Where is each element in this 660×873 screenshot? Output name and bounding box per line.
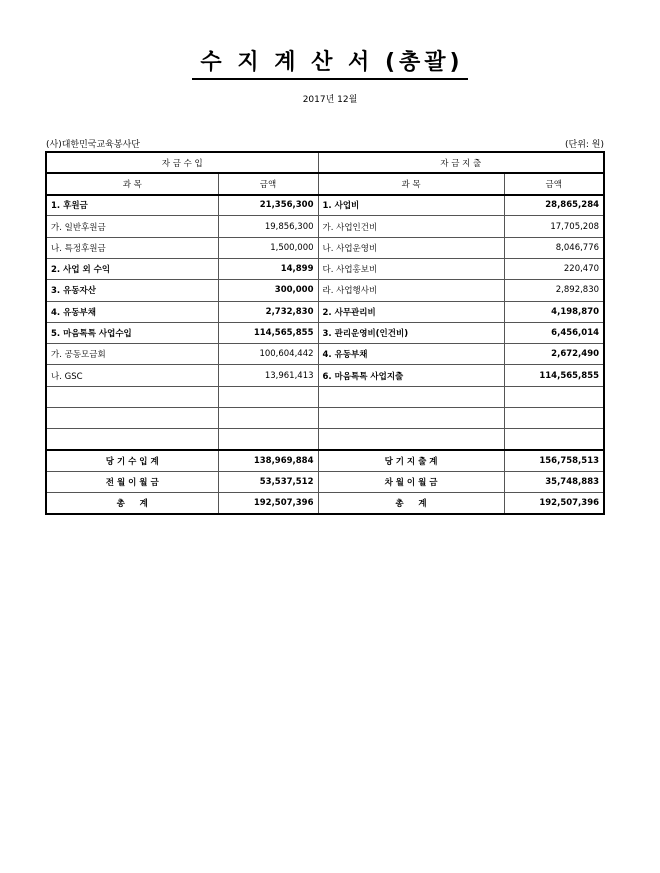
column-header-row [46,173,604,194]
expense-item-cell: 2. 사무관리비 [318,301,504,322]
expense-total-label: 총 계 [318,493,504,514]
expense-amount-cell: 8,046,776 [504,237,604,258]
income-total-label: 전 월 이 월 금 [46,471,218,492]
income-amount-header: 금액 [218,173,318,194]
income-total-amount: 192,507,396 [218,493,318,514]
income-total-label: 당 기 수 입 계 [46,450,218,471]
table-row [46,322,604,343]
income-amount-cell [218,429,318,450]
expense-total-label: 당 기 지 출 계 [318,450,504,471]
income-item-cell: 2. 사업 외 수익 [46,258,218,279]
income-item-cell: 5. 마음톡톡 사업수입 [46,322,218,343]
organization-name: (사)대한민국교육봉사단 [46,140,140,150]
expense-item-cell: 가. 사업인건비 [318,216,504,237]
expense-item-cell: 6. 마음톡톡 사업지출 [318,365,504,386]
expense-header: 자 금 지 출 [318,152,604,173]
income-amount-cell: 114,565,855 [218,322,318,343]
income-total-amount: 138,969,884 [218,450,318,471]
expense-amount-cell: 4,198,870 [504,301,604,322]
income-item-cell: 3. 유동자산 [46,280,218,301]
income-item-cell: 4. 유동부채 [46,301,218,322]
income-item-cell: 나. GSC [46,365,218,386]
income-amount-cell: 300,000 [218,280,318,301]
income-item-cell: 가. 일반후원금 [46,216,218,237]
income-item-cell: 1. 후원금 [46,195,218,216]
table-row [46,280,604,301]
table-row [46,301,604,322]
income-header: 자 금 수 입 [46,152,318,173]
unit-label: (단위: 원) [565,140,604,150]
expense-amount-cell: 114,565,855 [504,365,604,386]
income-item-cell: 가. 공동모금회 [46,344,218,365]
expense-total-amount: 35,748,883 [504,471,604,492]
expense-item-cell: 3. 관리운영비(인건비) [318,322,504,343]
expense-item-cell [318,386,504,407]
expense-amount-header: 금액 [504,173,604,194]
income-item-cell [46,429,218,450]
income-amount-cell: 2,732,830 [218,301,318,322]
table-row [46,365,604,386]
expense-total-label: 차 월 이 월 금 [318,471,504,492]
table-row [46,216,604,237]
income-item-cell [46,386,218,407]
expense-amount-cell: 220,470 [504,258,604,279]
expense-total-amount: 192,507,396 [504,493,604,514]
table-row [46,258,604,279]
expense-amount-cell: 28,865,284 [504,195,604,216]
income-amount-cell: 1,500,000 [218,237,318,258]
income-amount-cell: 19,856,300 [218,216,318,237]
expense-amount-cell [504,408,604,429]
income-amount-cell [218,386,318,407]
income-total-label: 총 계 [46,493,218,514]
expense-item-cell [318,408,504,429]
expense-item-cell: 1. 사업비 [318,195,504,216]
income-amount-cell: 13,961,413 [218,365,318,386]
expense-item-cell: 다. 사업홍보비 [318,258,504,279]
table-row [46,237,604,258]
expense-total-amount: 156,758,513 [504,450,604,471]
expense-item-cell: 4. 유동부채 [318,344,504,365]
expense-amount-cell [504,429,604,450]
expense-item-cell: 나. 사업운영비 [318,237,504,258]
expense-amount-cell: 6,456,014 [504,322,604,343]
income-amount-cell: 100,604,442 [218,344,318,365]
table-row [46,408,604,429]
document-date: 2017년 12월 [302,95,358,105]
section-header-row [46,152,604,173]
total-row [46,493,604,514]
total-row [46,450,604,471]
income-expense-table [45,151,605,515]
table-row [46,386,604,407]
income-amount-cell: 14,899 [218,258,318,279]
expense-amount-cell: 2,892,830 [504,280,604,301]
document-title: 수 지 계 산 서 (총괄) [0,50,660,80]
table-row [46,195,604,216]
expense-amount-cell [504,386,604,407]
table-row [46,429,604,450]
total-row [46,471,604,492]
expense-item-cell: 라. 사업행사비 [318,280,504,301]
income-amount-cell [218,408,318,429]
income-item-cell: 나. 특정후원금 [46,237,218,258]
expense-item-header: 과 목 [318,173,504,194]
table-row [46,344,604,365]
expense-item-cell [318,429,504,450]
income-amount-cell: 21,356,300 [218,195,318,216]
income-total-amount: 53,537,512 [218,471,318,492]
income-item-header: 과 목 [46,173,218,194]
expense-amount-cell: 17,705,208 [504,216,604,237]
income-item-cell [46,408,218,429]
expense-amount-cell: 2,672,490 [504,344,604,365]
